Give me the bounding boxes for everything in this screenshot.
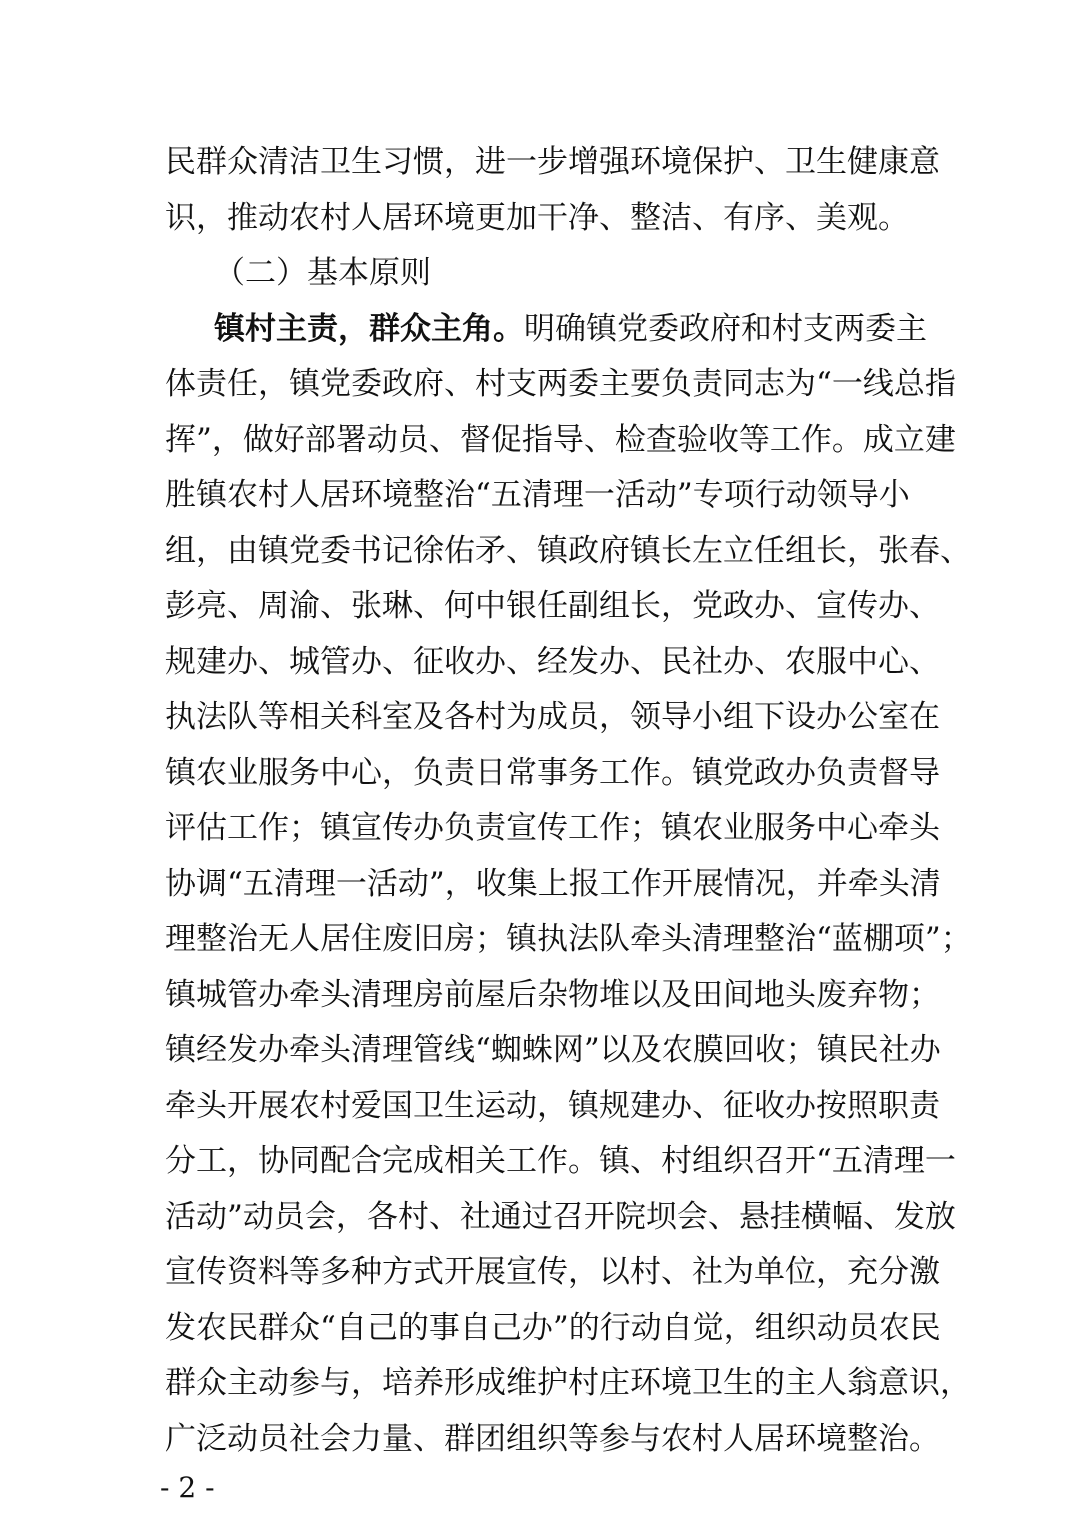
body-line-9: 评估工作；镇宣传办负责宣传工作；镇农业服务中心牵头 <box>165 810 940 846</box>
body-line-3: 胜镇农村人居环境整治“五清理一活动”专项行动领导小 <box>165 477 910 513</box>
body-line-8: 镇农业服务中心，负责日常事务工作。镇党政办负责督导 <box>165 755 940 791</box>
body-line-11: 理整治无人居住废旧房；镇执法队牵头清理整治“蓝棚项”； <box>165 921 972 957</box>
principle-title: 镇村主责，群众主角。 <box>214 311 524 347</box>
body-line-19: 群众主动参与，培养形成维护村庄环境卫生的主人翁意识， <box>165 1365 971 1401</box>
intro-line-2: 识，推动农村人居环境更加干净、整洁、有序、美观。 <box>165 200 909 236</box>
body-line-13: 镇经发办牵头清理管线“蜘蛛网”以及农膜回收；镇民社办 <box>165 1032 941 1068</box>
body-line-5: 彭亮、周渝、张琳、何中银任副组长，党政办、宣传办、 <box>165 588 940 624</box>
body-line-17: 宣传资料等多种方式开展宣传，以村、社为单位，充分激 <box>165 1254 940 1290</box>
principle-first-line <box>214 309 927 349</box>
body-line-10: 协调“五清理一活动”，收集上报工作开展情况，并牵头清 <box>165 866 941 902</box>
body-line-15: 分工，协同配合完成相关工作。镇、村组织召开“五清理一 <box>165 1143 956 1179</box>
body-line-20: 广泛动员社会力量、群团组织等参与农村人居环境整治。 <box>165 1421 940 1457</box>
principle-first-line-text: 明确镇党委政府和村支两委主 <box>524 311 927 347</box>
body-line-14: 牵头开展农村爱国卫生运动，镇规建办、征收办按照职责 <box>165 1088 940 1124</box>
intro-line-1: 民群众清洁卫生习惯，进一步增强环境保护、卫生健康意 <box>165 144 940 180</box>
section-heading: （二）基本原则 <box>214 255 431 291</box>
body-line-18: 发农民群众“自己的事自己办”的行动自觉，组织动员农民 <box>165 1310 941 1346</box>
body-line-4: 组，由镇党委书记徐佑矛、镇政府镇长左立任组长，张春、 <box>165 533 971 569</box>
body-line-7: 执法队等相关科室及各村为成员，领导小组下设办公室在 <box>165 699 940 735</box>
body-line-16: 活动”动员会，各村、社通过召开院坝会、悬挂横幅、发放 <box>165 1199 956 1235</box>
body-line-6: 规建办、城管办、征收办、经发办、民社办、农服中心、 <box>165 644 940 680</box>
page-number: - 2 - <box>160 1471 215 1504</box>
body-line-2: 挥”，做好部署动员、督促指导、检查验收等工作。成立建 <box>165 422 956 458</box>
body-line-12: 镇城管办牵头清理房前屋后杂物堆以及田间地头废弃物； <box>165 977 940 1013</box>
body-line-1: 体责任，镇党委政府、村支两委主要负责同志为“一线总指 <box>165 366 956 402</box>
